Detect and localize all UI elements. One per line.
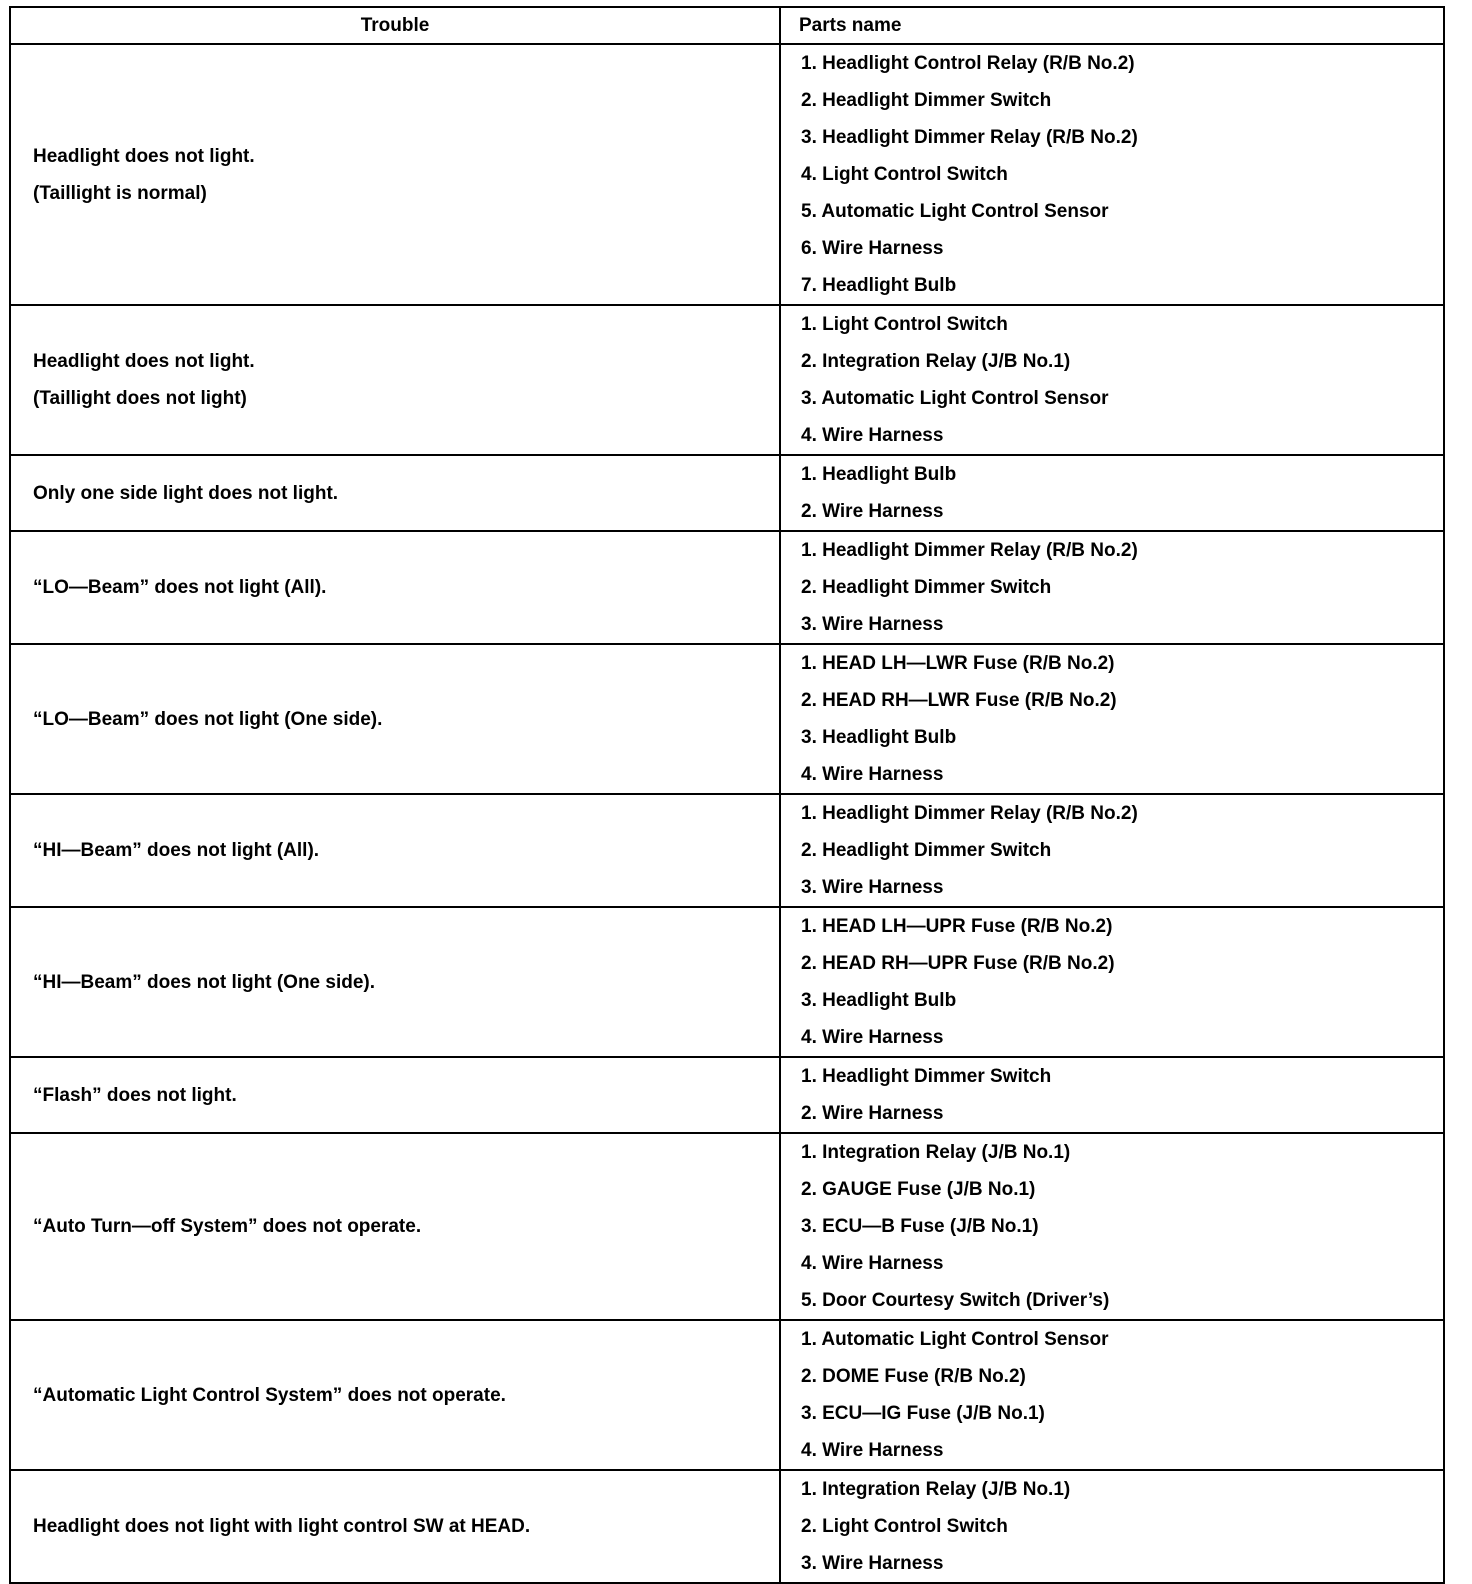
part-item: 2. Headlight Dimmer Switch (801, 90, 1052, 111)
part-item: 1. Headlight Dimmer Relay (R/B No.2) (801, 540, 1138, 561)
table-row (10, 794, 1444, 907)
parts-cell (780, 1470, 1444, 1583)
part-item: 4. Wire Harness (801, 1027, 944, 1048)
part-item: 3. Wire Harness (801, 877, 944, 898)
part-item: 2. Headlight Dimmer Switch (801, 577, 1052, 598)
part-item: 2. DOME Fuse (R/B No.2) (801, 1366, 1026, 1387)
trouble-cell (10, 1470, 780, 1583)
table-row (10, 1470, 1444, 1583)
parts-cell (780, 644, 1444, 794)
part-item: 2. GAUGE Fuse (J/B No.1) (801, 1179, 1036, 1200)
parts-cell (780, 907, 1444, 1057)
part-item: 3. ECU—B Fuse (J/B No.1) (801, 1216, 1039, 1237)
part-item: 2. HEAD RH—LWR Fuse (R/B No.2) (801, 690, 1117, 711)
table-row (10, 531, 1444, 644)
part-item: 2. Wire Harness (801, 501, 944, 522)
table-row (10, 455, 1444, 531)
part-item: 3. Headlight Dimmer Relay (R/B No.2) (801, 127, 1138, 148)
part-item: 1. Automatic Light Control Sensor (801, 1329, 1109, 1350)
part-item: 1. Headlight Bulb (801, 464, 957, 485)
part-item: 7. Headlight Bulb (801, 275, 957, 296)
trouble-text: “Auto Turn—off System” does not operate. (33, 1216, 422, 1237)
part-item: 4. Light Control Switch (801, 164, 1008, 185)
trouble-text: Headlight does not light with light control SW at HEAD. (33, 1516, 531, 1537)
part-item: 1. Integration Relay (J/B No.1) (801, 1142, 1071, 1163)
part-item: 2. Headlight Dimmer Switch (801, 840, 1052, 861)
part-item: 3. Wire Harness (801, 614, 944, 635)
trouble-text: “HI—Beam” does not light (All). (33, 840, 320, 861)
parts-cell (780, 305, 1444, 455)
trouble-column-header: Trouble (10, 7, 780, 44)
part-item: 3. ECU—IG Fuse (J/B No.1) (801, 1403, 1045, 1424)
part-item: 2. Light Control Switch (801, 1516, 1008, 1537)
table-body (10, 44, 1444, 1583)
table-row (10, 644, 1444, 794)
trouble-cell (10, 455, 780, 531)
table-row (10, 305, 1444, 455)
trouble-text: Headlight does not light. (33, 145, 255, 167)
part-item: 1. HEAD LH—UPR Fuse (R/B No.2) (801, 916, 1113, 937)
table-row (10, 1320, 1444, 1470)
part-item: 5. Automatic Light Control Sensor (801, 201, 1109, 222)
part-item: 2. HEAD RH—UPR Fuse (R/B No.2) (801, 953, 1115, 974)
trouble-cell (10, 1057, 780, 1133)
table-row (10, 907, 1444, 1057)
part-item: 1. HEAD LH—LWR Fuse (R/B No.2) (801, 653, 1115, 674)
trouble-cell (10, 531, 780, 644)
parts-cell (780, 531, 1444, 644)
parts-cell (780, 1057, 1444, 1133)
part-item: 1. Light Control Switch (801, 314, 1008, 335)
part-item: 1. Headlight Dimmer Switch (801, 1066, 1052, 1087)
part-item: 4. Wire Harness (801, 425, 944, 446)
trouble-cell (10, 794, 780, 907)
parts-cell (780, 44, 1444, 305)
part-item: 2. Wire Harness (801, 1103, 944, 1124)
part-item: 1. Headlight Dimmer Relay (R/B No.2) (801, 803, 1138, 824)
table-row (10, 44, 1444, 305)
part-item: 4. Wire Harness (801, 764, 944, 785)
part-item: 4. Wire Harness (801, 1440, 944, 1461)
part-item: 3. Headlight Bulb (801, 727, 957, 748)
trouble-text: (Taillight does not light) (33, 388, 247, 409)
table-row (10, 1133, 1444, 1320)
trouble-text: “HI—Beam” does not light (One side). (33, 971, 376, 993)
parts-cell (780, 794, 1444, 907)
part-item: 6. Wire Harness (801, 238, 944, 259)
header-row (10, 7, 1444, 44)
part-item: 3. Headlight Bulb (801, 990, 957, 1011)
part-item: 3. Wire Harness (801, 1553, 944, 1574)
trouble-cell (10, 644, 780, 794)
part-item: 2. Integration Relay (J/B No.1) (801, 351, 1071, 372)
trouble-text: Only one side light does not light. (33, 482, 339, 504)
trouble-text: (Taillight is normal) (33, 182, 207, 204)
part-item: 3. Automatic Light Control Sensor (801, 388, 1109, 409)
trouble-text: “LO—Beam” does not light (All). (33, 577, 327, 598)
parts-cell (780, 455, 1444, 531)
troubleshooting-page (9, 6, 1445, 1584)
part-item: 1. Integration Relay (J/B No.1) (801, 1479, 1071, 1500)
trouble-text: “Flash” does not light. (33, 1084, 237, 1106)
trouble-cell (10, 1320, 780, 1470)
troubleshooting-table (9, 6, 1445, 1584)
part-item: 5. Door Courtesy Switch (Driver’s) (801, 1290, 1110, 1311)
trouble-cell (10, 44, 780, 305)
trouble-cell (10, 907, 780, 1057)
parts-column-header: Parts name (780, 7, 1444, 44)
trouble-cell (10, 1133, 780, 1320)
part-item: 1. Headlight Control Relay (R/B No.2) (801, 53, 1135, 74)
trouble-text: “Automatic Light Control System” does not operate. (33, 1384, 506, 1406)
parts-cell (780, 1320, 1444, 1470)
trouble-cell (10, 305, 780, 455)
trouble-text: “LO—Beam” does not light (One side). (33, 708, 383, 730)
part-item: 4. Wire Harness (801, 1253, 944, 1274)
parts-cell (780, 1133, 1444, 1320)
trouble-text: Headlight does not light. (33, 351, 255, 372)
table-row (10, 1057, 1444, 1133)
